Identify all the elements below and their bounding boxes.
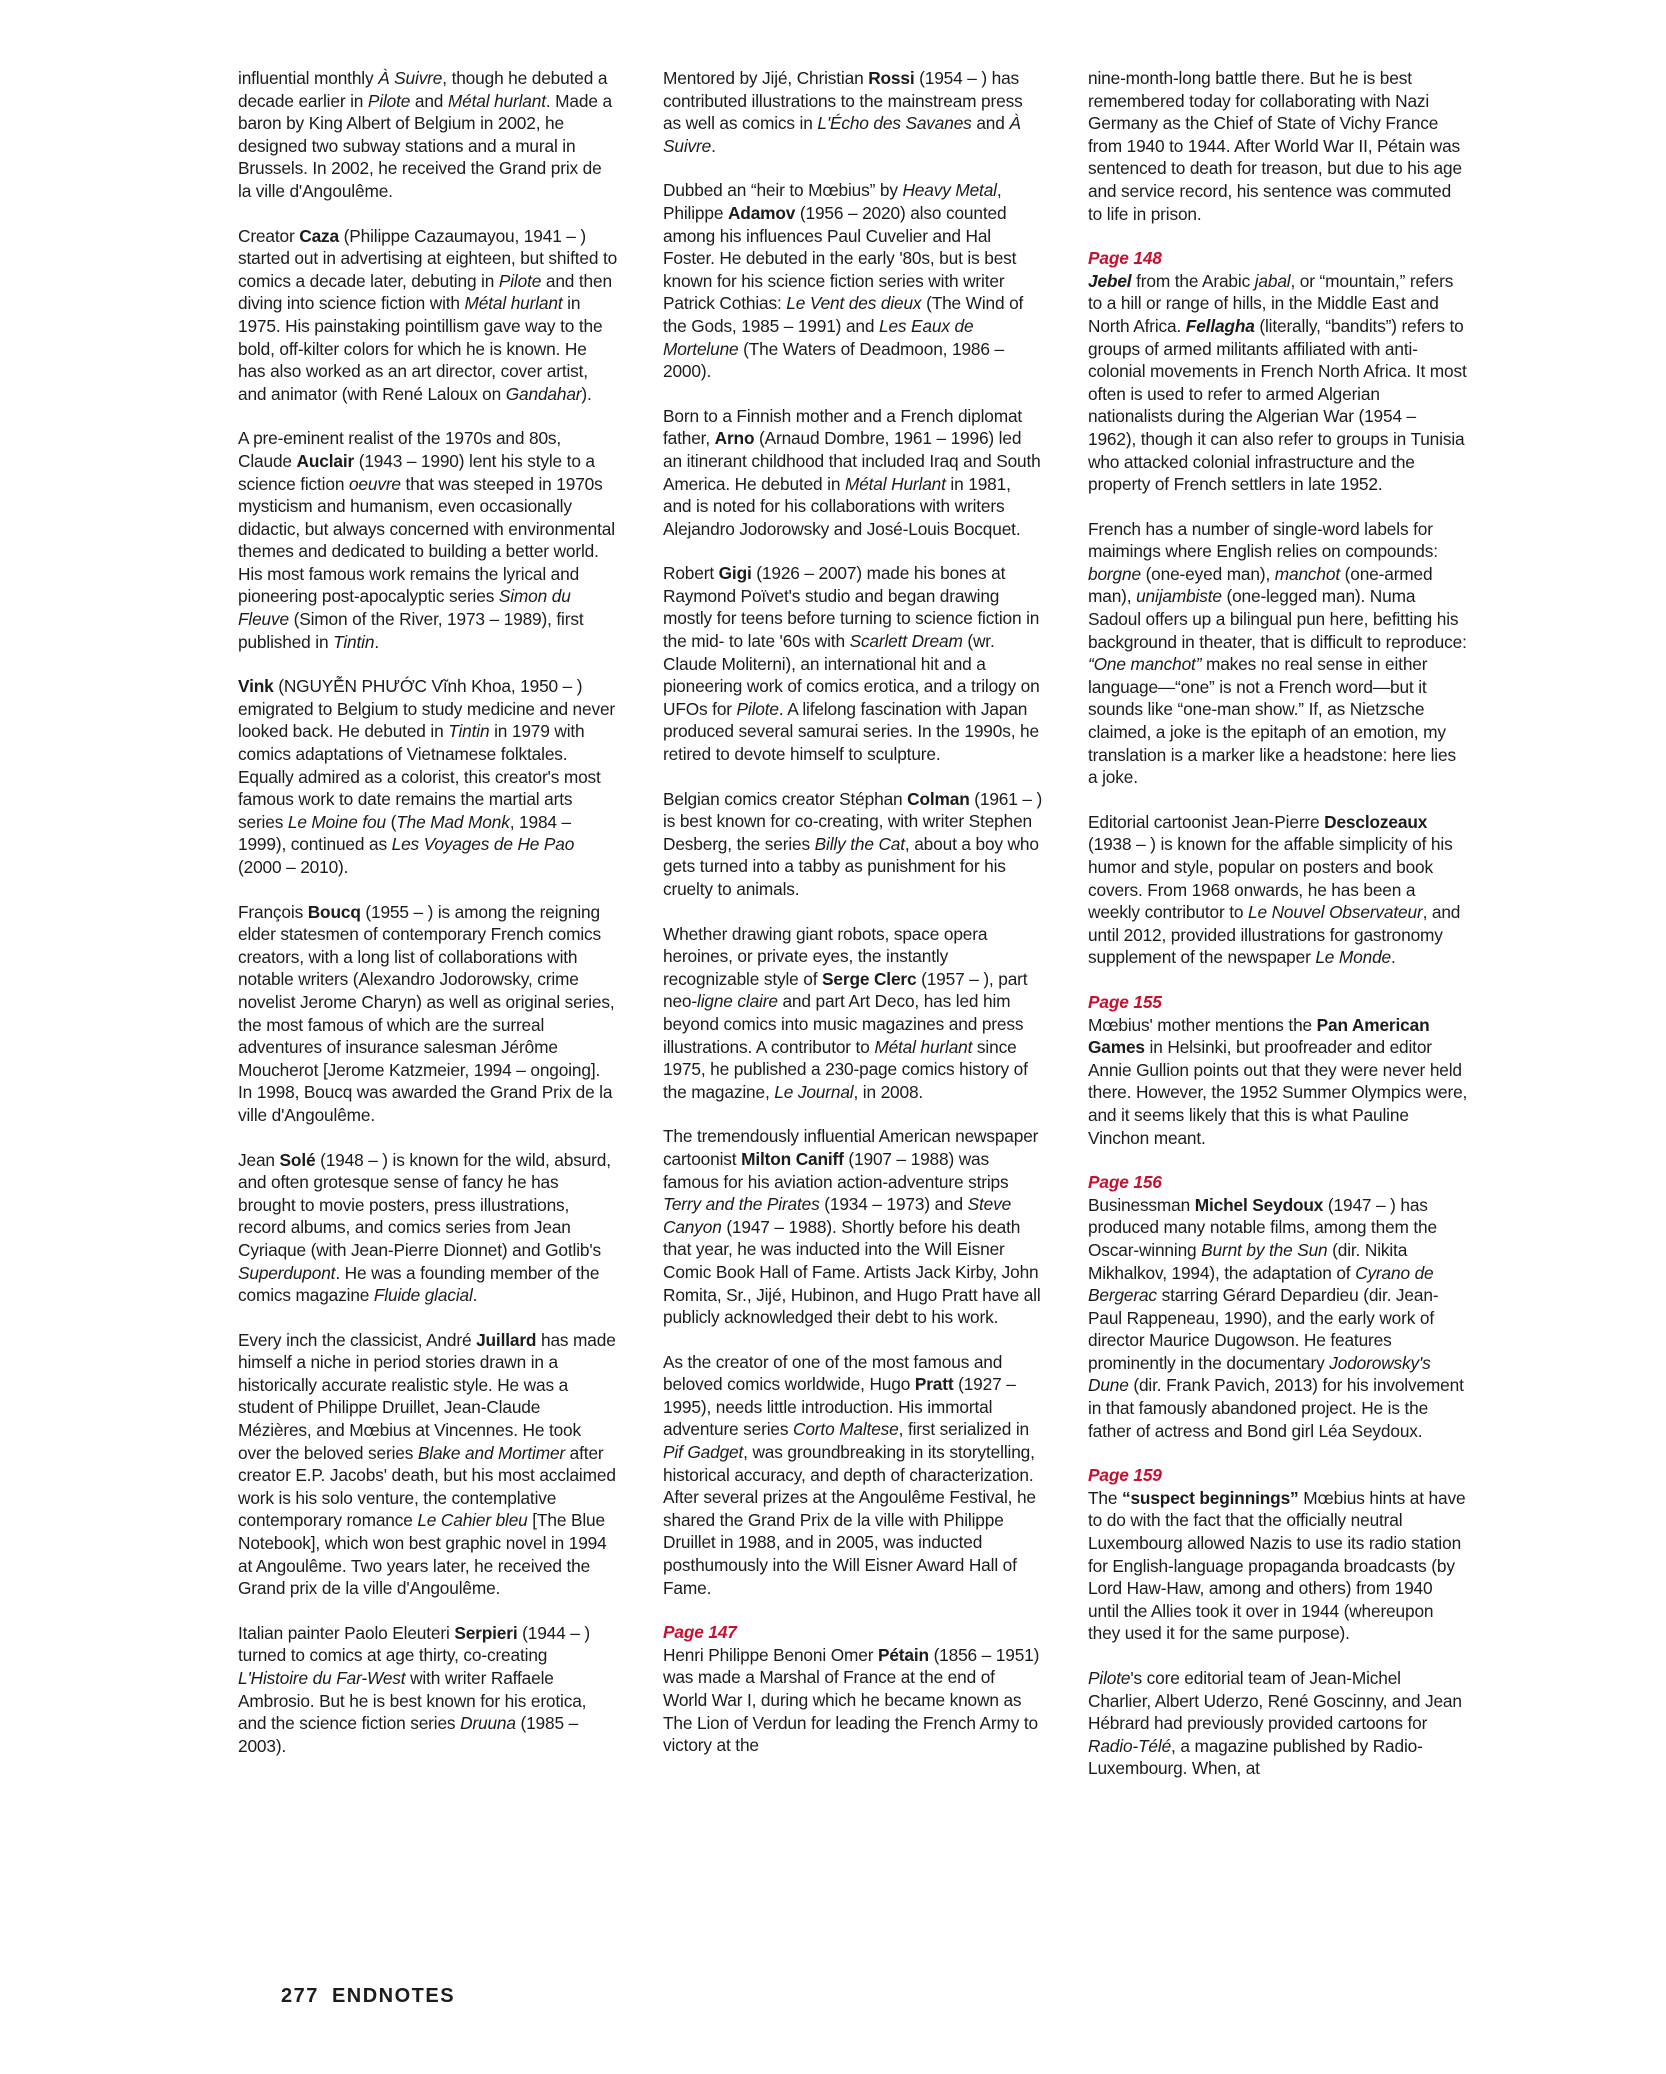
text-run: , and until 2012, provided illustrations for gastronomy supplement of the newspaper <box>1088 902 1461 968</box>
text-run: (dir. Frank Pavich, 2013) for his involvement in that famously abandoned project. He is the father of actress and Bond girl Léa Seydoux. <box>1088 1375 1464 1441</box>
emphasized-text: Pilote <box>498 270 542 291</box>
emphasized-text: Fellagha <box>1185 315 1255 336</box>
text-run: and then diving into science fiction with <box>238 270 612 314</box>
endnote-entry <box>1088 518 1468 789</box>
emphasized-text: Le Journal <box>774 1081 854 1102</box>
text-run: François <box>238 901 308 922</box>
text-run: Businessman <box>1088 1194 1195 1215</box>
emphasized-text: Milton Caniff <box>741 1148 844 1169</box>
emphasized-text: Desclozeaux <box>1324 811 1428 832</box>
text-run: (1944 – ) turned to comics at age thirty, co-creating <box>238 1622 590 1666</box>
emphasized-text: À Suivre <box>378 68 443 88</box>
endnote-entry <box>1088 1667 1468 1780</box>
emphasized-text: Fluide glacial <box>373 1285 473 1306</box>
endnote-entry <box>238 1329 618 1600</box>
text-run: from the Arabic <box>1131 270 1255 291</box>
emphasized-text: Billy the Cat <box>814 833 905 854</box>
page-number: 277 <box>281 1985 319 2007</box>
page-reference-heading: Page 156 <box>1088 1172 1162 1193</box>
emphasized-text: Métal Hurlant <box>844 473 946 494</box>
text-run: (1956 – 2020) also counted among his influences Paul Cuvelier and Hal Foster. He debuted in the early '80s, but is best known for his science fiction series with writer Patrick Cothias: <box>663 202 1017 314</box>
endnote-entry <box>663 1351 1043 1600</box>
endnote-entry <box>663 67 1043 157</box>
text-run: that was steeped in 1970s mysticism and humanism, even occasionally didactic, but always concerned with environmental themes and dedicated to building a better world. His most famous work remains the lyrical and pioneering post-apocalyptic series <box>238 473 615 607</box>
text-run: As the creator of one of the most famous and beloved comics worldwide, Hugo <box>663 1351 1003 1395</box>
emphasized-text: Radio-Télé <box>1088 1735 1172 1756</box>
emphasized-text: Michel Seydoux <box>1194 1194 1324 1215</box>
text-run: (1947 – 1988). Shortly before his death that year, he was inducted into the Will Eisner Comic Book Hall of Fame. Artists Jack Kirby, John Romita, Sr., Jijé, Hubinon, and Hugo Pratt have all publicly acknowledged their debt to his work. <box>663 1216 1041 1328</box>
text-run: makes no real sense in either language—“one” is not a French word—but it sounds like “one-man show.” If, as Nietzsche claimed, a joke is the epitaph of an emotion, my translation is a marker like a headstone: here lies a joke. <box>1088 654 1456 788</box>
text-run: in 1975. His painstaking pointillism gave way to the bold, off-kilter colors for which he is known. He has also worked as an art director, cover artist, and animator (with René Laloux on <box>238 293 603 404</box>
text-run: has made himself a niche in period stories drawn in a historically accurate realistic style. He was a student of Philippe Druillet, Jean-Claude Mézières, and Mœbius at Vincennes. He took over the beloved series <box>238 1329 616 1463</box>
text-run: (one-armed man), <box>1088 563 1433 607</box>
text-run: since 1975, he published a 230-page comics history of the magazine, <box>663 1036 1028 1102</box>
text-run: ( <box>385 811 397 832</box>
text-run: Editorial cartoonist Jean-Pierre <box>1088 811 1325 832</box>
endnote-entry <box>238 225 618 406</box>
emphasized-text: Blake and Mortimer <box>417 1442 566 1463</box>
text-run: nine-month-long battle there. But he is best remembered today for collaborating with Nazi Germany as the Chief of State of Vichy France from 1940 to 1944. After World War II, Pétain was sentenced to death for treason, but due to his age and service record, his sentence was commuted to life in prison. <box>1088 68 1462 224</box>
text-run: A pre-eminent realist of the 1970s and 80s, Claude <box>238 428 562 471</box>
emphasized-text: Juillard <box>476 1329 537 1350</box>
endnote-entry <box>1088 247 1468 496</box>
emphasized-text: Pilote <box>1088 1668 1131 1688</box>
text-run: and <box>410 90 448 111</box>
text-run: , 1984 – 1999), continued as <box>238 811 571 855</box>
text-run: Mœbius hints at have to do with the fact that the officially neutral Luxembourg allowed Nazis to use its radio station for English-language propaganda broadcasts (by Lord Haw-Haw, among and others) from 1940 until the Allies took it over in 1944 (whereupon they used it for the same purpose). <box>1088 1487 1466 1644</box>
endnote-entry <box>663 405 1043 541</box>
text-run: in 1979 with comics adaptations of Vietnamese folktales. Equally admired as a colorist, this creator's most famous work to date remains the martial arts series <box>238 721 601 832</box>
text-run: , though he debuted a decade earlier in <box>238 68 608 111</box>
text-run: . <box>374 631 379 652</box>
emphasized-text: Les Eaux de Mortelune <box>663 315 974 359</box>
page-reference-heading: Page 148 <box>1088 248 1162 269</box>
emphasized-text: Rossi <box>868 68 915 88</box>
endnote-entry <box>663 562 1043 765</box>
text-run: Henri Philippe Benoni Omer <box>663 1644 878 1665</box>
text-run: (1947 – ) has produced many notable films, among them the Oscar-winning <box>1088 1194 1437 1260</box>
text-run: (The Wind of the Gods, 1985 – 1991) and <box>663 293 1024 336</box>
emphasized-text: The Mad Monk <box>396 811 510 832</box>
text-run: (1934 – 1973) and <box>819 1194 968 1215</box>
emphasized-text: “suspect beginnings” <box>1121 1487 1299 1508</box>
emphasized-text: Le Moine fou <box>287 811 386 832</box>
text-run: Creator <box>238 225 300 246</box>
text-run: (1985 – 2003). <box>238 1713 579 1756</box>
endnote-entry <box>238 675 618 878</box>
text-run: Italian painter Paolo Eleuteri <box>238 1622 455 1643</box>
text-run: , a magazine published by Radio-Luxembourg. When, at <box>1088 1735 1423 1779</box>
emphasized-text: Métal hurlant <box>464 293 563 314</box>
section-title: ENDNOTES <box>331 1985 456 2007</box>
emphasized-text: Auclair <box>296 450 355 471</box>
emphasized-text: Simon du Fleuve <box>238 586 571 630</box>
emphasized-text: Corto Maltese <box>793 1419 899 1440</box>
text-run: (one-eyed man), <box>1140 563 1275 584</box>
text-run: (1955 – ) is among the reigning elder statesmen of contemporary French comics creators, with a long list of collaborations with notable writers (Alexandro Jodorowsky, crime novelist Jerome Charyn) as well as original series, the most famous of which are the surreal adventures of insurance salesman Jérôme Moucherot [Jerome Katzmeier, 1994 – ongoing]. In 1998, Boucq was awarded the Grand Prix de la ville d'Angoulême. <box>238 901 615 1125</box>
endnote-entry <box>238 1149 618 1307</box>
emphasized-text: Jebel <box>1088 270 1132 291</box>
text-run: (1926 – 2007) made his bones at Raymond Poïvet's studio and began drawing mostly for teens before turning to science fiction in the mid- to late '60s with <box>663 563 1040 652</box>
text-run: (Arnaud Dombre, 1961 – 1996) led an itinerant childhood that included Iraq and South America. He debuted in <box>663 428 1041 494</box>
text-run: (NGUYỄN PHƯỚC Vĩnh Khoa, 1950 – ) emigrated to Belgium to study medicine and never looked back. He debuted in <box>238 676 616 742</box>
endnote-entry <box>238 1622 618 1758</box>
text-run: . Made a baron by King Albert of Belgium in 2002, he designed two subway stations and a mural in Brussels. In 2002, he received the Grand prix de la ville d'Angoulême. <box>238 90 612 201</box>
endnote-entry <box>1088 1464 1468 1645</box>
text-run: French has a number of single-word labels for maimings where English relies on compounds: <box>1088 518 1438 562</box>
text-run: (2000 – 2010). <box>238 857 349 877</box>
emphasized-text: Tintin <box>448 721 490 742</box>
emphasized-text: Adamov <box>727 202 796 223</box>
emphasized-text: Le Nouvel Observateur <box>1248 902 1423 923</box>
text-run: (1948 – ) is known for the wild, absurd, and often grotesque sense of fancy he has brought to movie posters, press illustrations, record albums, and comics series from Jean Cyriaque (with Jean-Pierre Dionnet) and Gotlib's <box>238 1149 611 1260</box>
text-run: , was groundbreaking in its storytelling, historical accuracy, and depth of characterization. After several prizes at the Angoulême Festival, he shared the Grand Prix de la ville with Philippe Druillet in 1988, and in 2005, was inducted posthumously into the Will Eisner Award Hall of Fame. <box>663 1442 1036 1598</box>
page-reference-heading: Page 159 <box>1088 1465 1162 1486</box>
emphasized-text: Métal hurlant <box>874 1036 973 1057</box>
emphasized-text: Le Cahier bleu <box>417 1510 528 1531</box>
text-run: after creator E.P. Jacobs' death, but his most acclaimed work is his solo venture, the contemplative contemporary romance <box>238 1442 616 1531</box>
text-run: . <box>711 135 716 156</box>
emphasized-text: Boucq <box>307 901 361 922</box>
text-run: (wr. Claude Moliterni), an international hit and a pioneering work of comics erotica, and a trilogy on UFOs for <box>663 631 1040 719</box>
emphasized-text: L'Écho des Savanes <box>817 113 972 134</box>
text-run: Mentored by Jijé, Christian <box>663 68 869 88</box>
page-footer <box>281 1985 461 2008</box>
emphasized-text: Cyrano de Bergerac <box>1088 1262 1434 1306</box>
emphasized-text: unijambiste <box>1136 586 1222 607</box>
text-run: . <box>472 1285 478 1306</box>
emphasized-text: Le Vent des dieux <box>786 293 922 314</box>
text-run: Every inch the classicist, André <box>238 1329 477 1350</box>
emphasized-text: Pétain <box>877 1644 929 1665</box>
text-run: (1938 – ) is known for the affable simplicity of his humor and style, popular on posters and book covers. From 1968 onwards, he has been a weekly contributor to <box>1088 834 1453 923</box>
text-column-2 <box>663 67 1043 1779</box>
emphasized-text: Pan American Games <box>1088 1014 1430 1058</box>
emphasized-text: Jodorowsky's Dune <box>1088 1352 1431 1396</box>
endnote-entry <box>238 901 618 1127</box>
emphasized-text: Pilote <box>367 90 411 111</box>
text-column-3 <box>1088 67 1468 1802</box>
text-run: and <box>971 113 1010 134</box>
endnote-entry <box>238 67 618 203</box>
emphasized-text: oeuvre <box>348 473 401 494</box>
text-run: Whether drawing giant robots, space opera heroines, or private eyes, the instantly recognizable style of <box>663 923 988 989</box>
emphasized-text: Serge Clerc <box>822 968 917 989</box>
emphasized-text: Scarlett Dream <box>849 631 963 652</box>
emphasized-text: Druuna <box>460 1713 516 1734</box>
text-run: in Helsinki, but proofreader and editor Annie Gullion points out that they were never held there. However, the 1952 Summer Olympics were, and it seems likely that this is what Pauline Vinchon meant. <box>1088 1037 1468 1148</box>
emphasized-text: Pif Gadget <box>663 1442 744 1463</box>
endnote-entry <box>663 923 1043 1104</box>
emphasized-text: Le Monde <box>1315 947 1391 968</box>
text-run: ). <box>581 383 592 404</box>
endnote-entry <box>663 1621 1043 1757</box>
text-run: , in 2008. <box>853 1081 924 1102</box>
emphasized-text: Colman <box>907 788 970 809</box>
emphasized-text: Les Voyages de He Pao <box>391 834 575 855</box>
text-run: (dir. Nikita Mikhalkov, 1994), the adaptation of <box>1088 1239 1408 1283</box>
text-run: in 1981, and is noted for his collaborations with writers Alejandro Jodorowsky and José-Louis Bocquet. <box>663 473 1021 539</box>
emphasized-text: Heavy Metal <box>902 180 997 201</box>
text-run: Born to a Finnish mother and a French diplomat father, <box>663 405 1023 449</box>
text-run: 's core editorial team of Jean-Michel Charlier, Albert Uderzo, René Goscinny, and Jean Hébrard had previously provided cartoons for <box>1088 1668 1462 1734</box>
text-run: (Simon of the River, 1973 – 1989), first published in <box>238 609 584 652</box>
emphasized-text: Burnt by the Sun <box>1201 1239 1328 1260</box>
emphasized-text: Vink <box>238 676 274 697</box>
emphasized-text: À Suivre <box>663 113 1021 156</box>
text-run: . He was a founding member of the comics magazine <box>238 1262 600 1306</box>
emphasized-text: Pratt <box>914 1374 954 1395</box>
emphasized-text: Superdupont <box>238 1262 336 1283</box>
text-run: (1961 – ) is best known for co-creating, with writer Stephen Desberg, the series <box>663 788 1043 854</box>
text-run: Dubbed an “heir to Mœbius” by <box>663 180 903 201</box>
text-run: Robert <box>663 563 719 584</box>
text-run: . A lifelong fascination with Japan produced several samurai series. In the 1990s, he retired to devote himself to sculpture. <box>663 698 1039 765</box>
text-run: with writer Raffaele Ambrosio. But he is best known for his erotica, and the science fiction series <box>238 1668 587 1734</box>
page-reference-heading: Page 147 <box>663 1622 737 1643</box>
text-run: (one-legged man). Numa Sadoul offers up a bilingual pun here, befitting his background in theater, that is difficult to reproduce: <box>1088 586 1467 652</box>
text-run: (1943 – 1990) lent his style to a science fiction <box>238 450 595 494</box>
emphasized-text: Arno <box>714 428 755 449</box>
emphasized-text: ligne claire <box>697 991 778 1012</box>
emphasized-text: Steve Canyon <box>663 1194 1012 1237</box>
emphasized-text: jabal <box>1254 270 1291 291</box>
emphasized-text: Métal hurlant <box>447 90 546 111</box>
emphasized-text: Tintin <box>333 631 375 652</box>
text-run: (The Waters of Deadmoon, 1986 – 2000). <box>663 338 1004 382</box>
text-run: The tremendously influential American newspaper cartoonist <box>663 1126 1039 1169</box>
text-run: , or “mountain,” refers to a hill or range of hills, in the Middle East and North Africa. <box>1088 270 1454 336</box>
endnote-entry <box>663 1125 1043 1328</box>
text-run: (1957 – ), part neo- <box>663 968 1028 1012</box>
emphasized-text: Pilote <box>736 698 779 719</box>
emphasized-text: Solé <box>279 1149 316 1170</box>
emphasized-text: Gandahar <box>505 383 582 404</box>
text-run: Belgian comics creator Stéphan <box>663 788 908 809</box>
text-run: Mœbius' mother mentions the <box>1088 1014 1317 1035</box>
page-reference-heading: Page 155 <box>1088 991 1162 1012</box>
text-run: . <box>1391 947 1396 968</box>
text-run: , about a boy who gets turned into a tabby as punishment for his cruelty to animals. <box>663 833 1039 899</box>
text-run: and part Art Deco, has led him beyond comics into music magazines and press illustrations. A contributor to <box>663 991 1024 1057</box>
text-run: (Philippe Cazaumayou, 1941 – ) started out in advertising at eighteen, but shifted to comics a decade later, debuting in <box>238 225 618 291</box>
text-run: , Philippe <box>663 180 1002 223</box>
emphasized-text: Serpieri <box>454 1622 518 1643</box>
text-run: (1907 – 1988) was famous for his aviation action-adventure strips <box>663 1148 1009 1192</box>
text-run: Jean <box>238 1149 280 1170</box>
emphasized-text: “One manchot” <box>1088 654 1202 675</box>
emphasized-text: Caza <box>299 225 339 246</box>
text-run: starring Gérard Depardieu (dir. Jean-Paul Rappeneau, 1990), and the early work of director Maurice Dugowson. He features prominently in the documentary <box>1088 1285 1439 1373</box>
endnote-entry <box>1088 1171 1468 1442</box>
endnote-entry <box>1088 811 1468 969</box>
endnote-entry <box>238 427 618 653</box>
endnote-entry <box>663 788 1043 901</box>
text-run: (1856 – 1951) was made a Marshal of France at the end of World War I, during which he became known as The Lion of Verdun for leading the French Army to victory at the <box>663 1644 1040 1756</box>
text-run: influential monthly <box>238 68 379 88</box>
emphasized-text: manchot <box>1274 563 1340 584</box>
emphasized-text: Gigi <box>718 563 752 584</box>
endnote-entry <box>1088 991 1468 1149</box>
text-run: (1954 – ) has contributed illustrations to the mainstream press as well as comics in <box>663 68 1023 134</box>
text-run: (1927 – 1995), needs little introduction. His immortal adventure series <box>663 1374 1016 1440</box>
emphasized-text: Terry and the Pirates <box>663 1194 820 1215</box>
endnote-entry <box>1088 67 1468 225</box>
endnote-entry <box>663 179 1043 382</box>
text-column-1 <box>238 67 618 1779</box>
text-run: [The Blue Notebook], which won best graphic novel in 1994 at Angoulême. Two years later, he received the Grand prix de la ville d'Angoulême. <box>238 1510 607 1599</box>
text-run: (literally, “bandits”) refers to groups of armed militants affiliated with anti-colonial movements in French North Africa. It most often is used to refer to armed Algerian nationalists during the Algerian War (1954 – 1962), though it can also refer to groups in Tunisia who attacked colonial infrastructure and the property of French settlers in late 1952. <box>1088 315 1467 495</box>
text-run: The <box>1088 1487 1122 1508</box>
emphasized-text: borgne <box>1088 563 1141 584</box>
emphasized-text: L'Histoire du Far-West <box>238 1668 406 1688</box>
text-run: , first serialized in <box>898 1419 1029 1440</box>
